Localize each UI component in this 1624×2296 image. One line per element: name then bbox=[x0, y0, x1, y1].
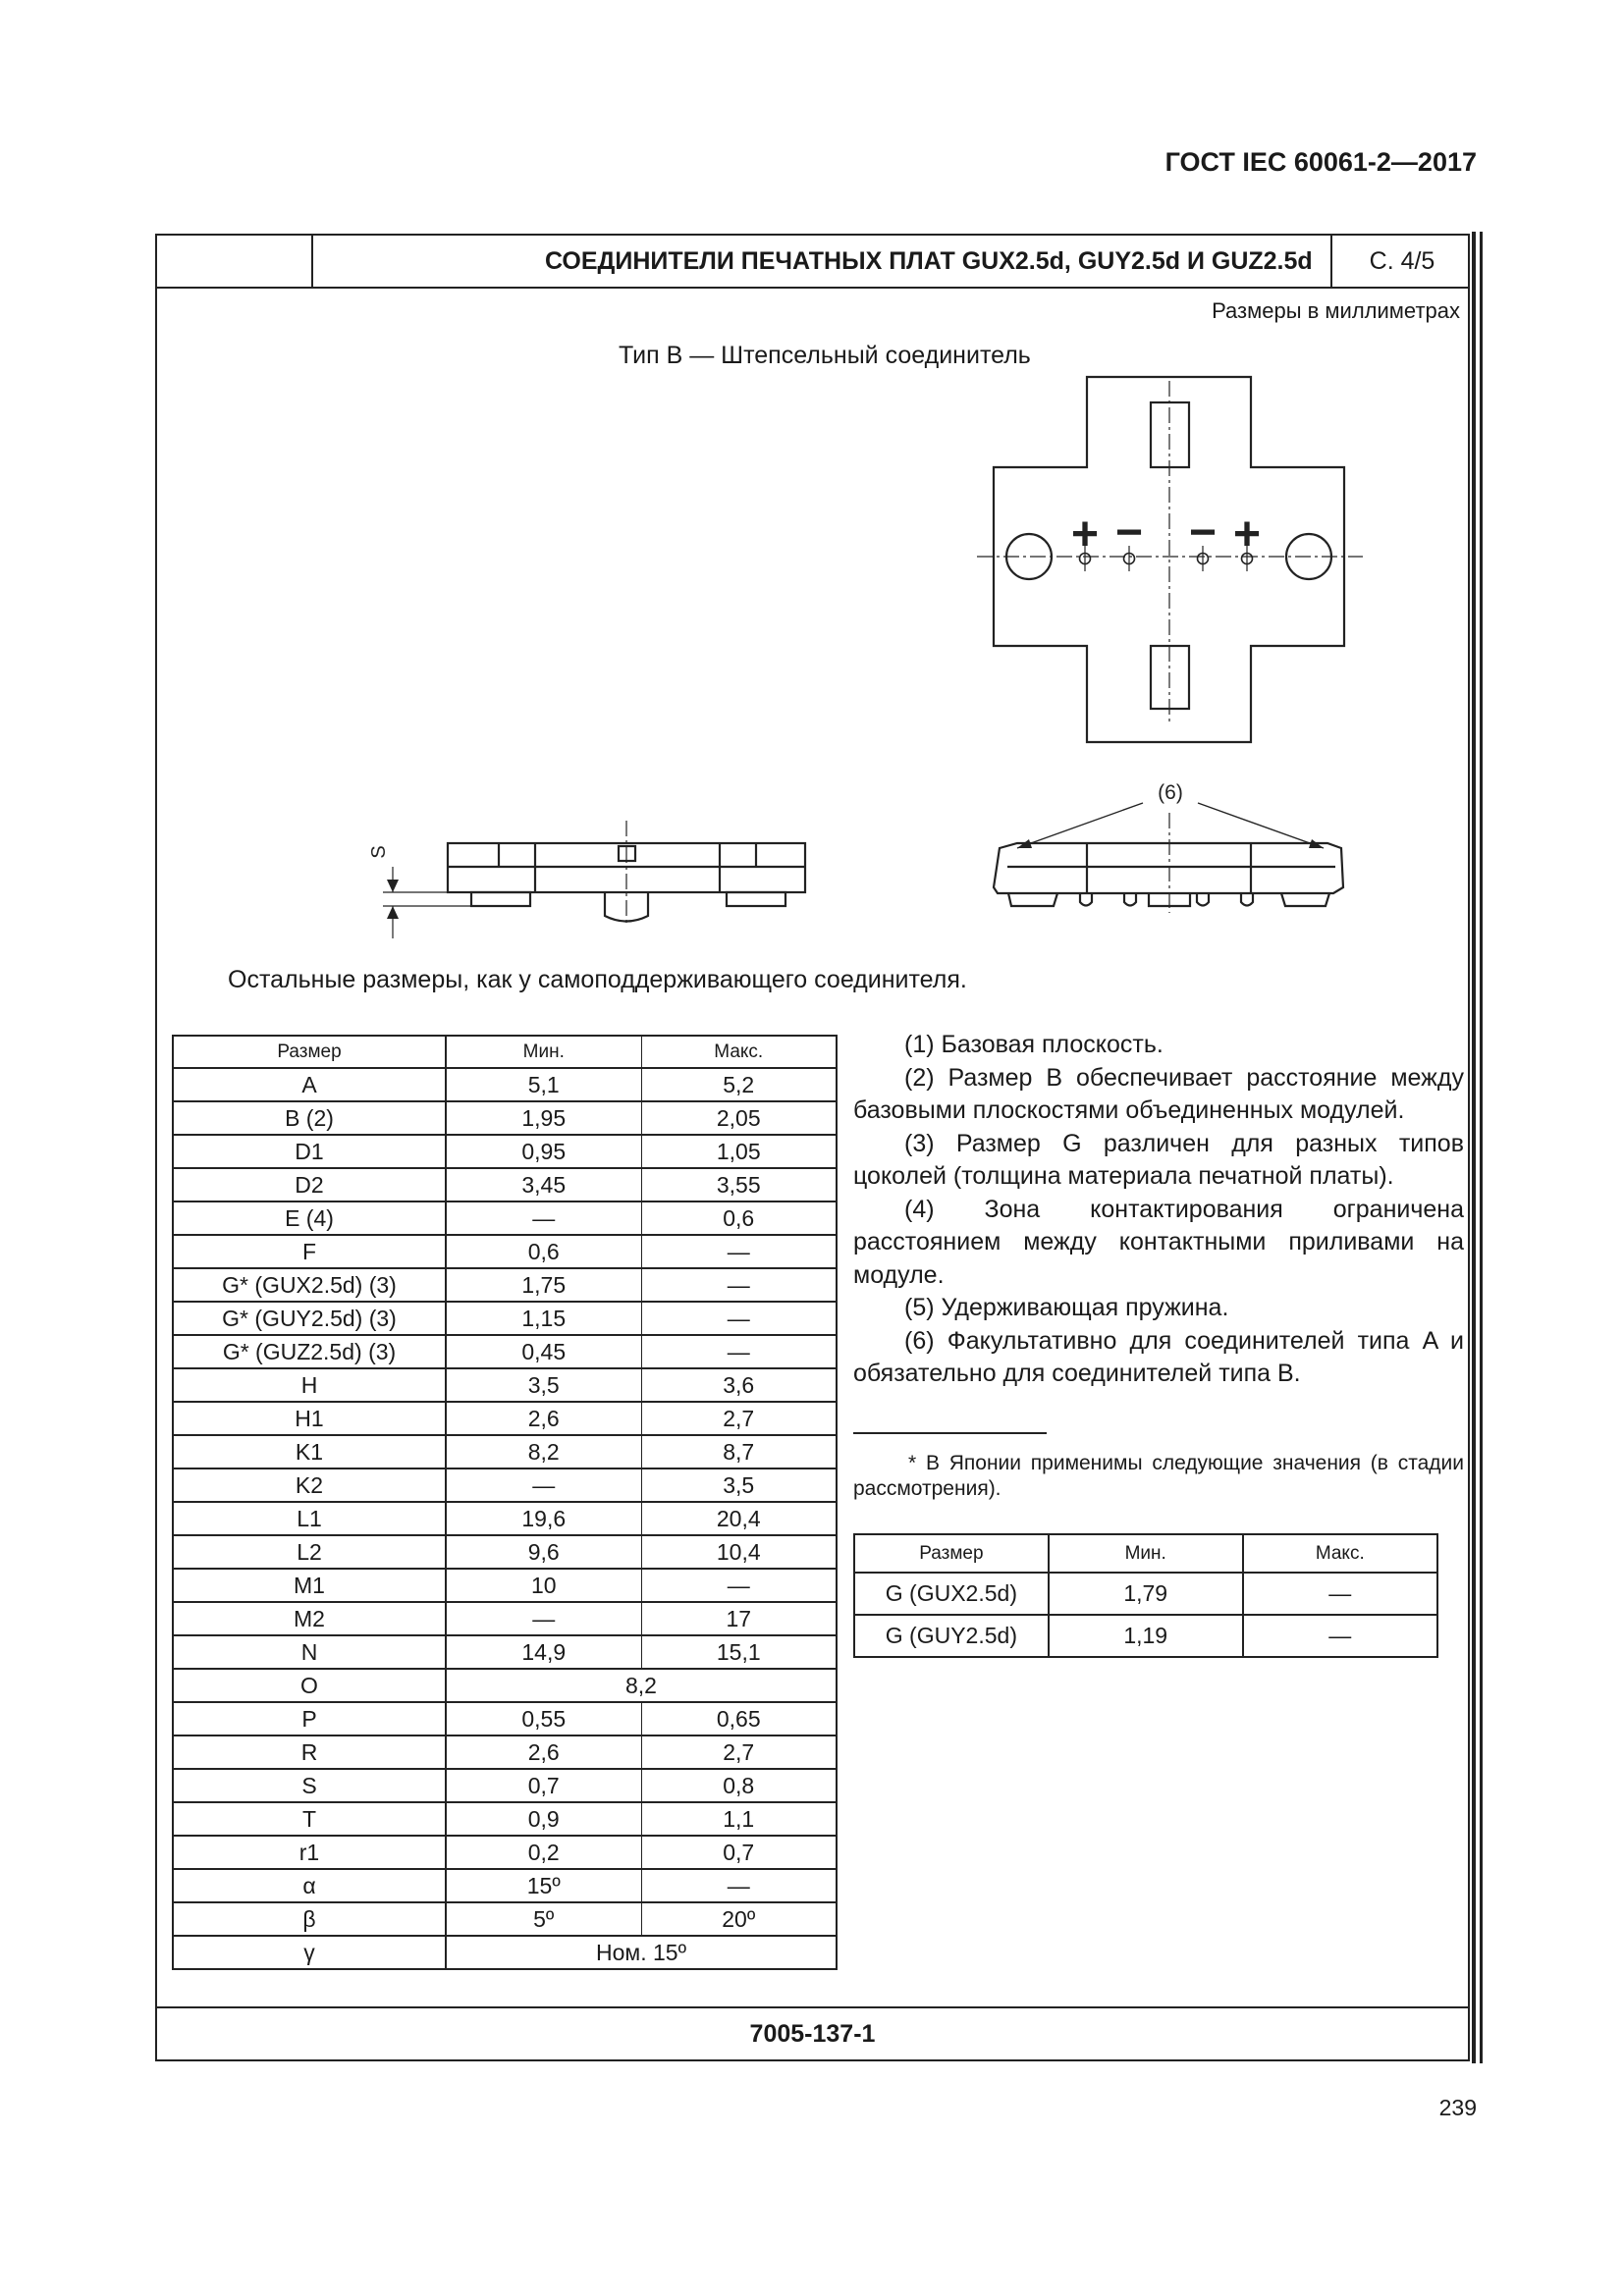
table-cell: B (2) bbox=[173, 1101, 446, 1135]
table-row bbox=[173, 1335, 837, 1368]
table-cell: G (GUX2.5d) bbox=[854, 1573, 1049, 1615]
table-row bbox=[173, 1268, 837, 1302]
table-cell: 3,55 bbox=[641, 1168, 837, 1201]
table-row bbox=[854, 1573, 1437, 1615]
table-row bbox=[173, 1235, 837, 1268]
column-header: Макс. bbox=[641, 1036, 837, 1068]
footnote-separator bbox=[853, 1432, 1047, 1434]
callout-6-label: (6) bbox=[1158, 781, 1183, 804]
table-cell: 8,2 bbox=[446, 1669, 837, 1702]
notes-block bbox=[853, 1029, 1464, 1391]
table-row bbox=[173, 1135, 837, 1168]
table-row bbox=[854, 1615, 1437, 1657]
table-cell: G* (GUX2.5d) (3) bbox=[173, 1268, 446, 1302]
table-cell: 19,6 bbox=[446, 1502, 641, 1535]
table-cell: 1,19 bbox=[1049, 1615, 1243, 1657]
table-row bbox=[173, 1735, 837, 1769]
table-row bbox=[173, 1101, 837, 1135]
table-row bbox=[173, 1168, 837, 1201]
table-cell: γ bbox=[173, 1936, 446, 1969]
table-cell: M2 bbox=[173, 1602, 446, 1635]
table-cell: 2,7 bbox=[641, 1402, 837, 1435]
column-header: Макс. bbox=[1243, 1534, 1437, 1573]
column-header: Размер bbox=[854, 1534, 1049, 1573]
footnote bbox=[853, 1451, 1464, 1502]
sheet-frame bbox=[155, 234, 1470, 2061]
table-cell: 15º bbox=[446, 1869, 641, 1902]
table-cell: Ном. 15º bbox=[446, 1936, 837, 1969]
table-cell: 0,6 bbox=[641, 1201, 837, 1235]
side-view-right bbox=[994, 843, 1343, 906]
connector-drawing bbox=[157, 236, 1468, 982]
table-cell: K2 bbox=[173, 1468, 446, 1502]
table-cell: 0,9 bbox=[446, 1802, 641, 1836]
table-cell: 0,45 bbox=[446, 1335, 641, 1368]
note-item: (2) Размер B обеспечивает расстояние между базовыми плоскостями объединенных модулей. bbox=[853, 1063, 1464, 1124]
plus-sign: + bbox=[1070, 508, 1100, 561]
footnote-text: * В Японии применимы следующие значения (в стадии рассмотрения). bbox=[853, 1452, 1464, 1500]
table-row bbox=[173, 1402, 837, 1435]
table-row bbox=[173, 1902, 837, 1936]
note-item: (3) Размер G различен для разных типов цоколей (толщина материала печатной платы). bbox=[853, 1129, 1464, 1190]
column-header: Мин. bbox=[446, 1036, 641, 1068]
type-caption: Тип B — Штепсельный соединитель bbox=[619, 342, 1031, 369]
table-cell: G* (GUZ2.5d) (3) bbox=[173, 1335, 446, 1368]
table-cell: G (GUY2.5d) bbox=[854, 1615, 1049, 1657]
table-cell: D2 bbox=[173, 1168, 446, 1201]
table-cell: H1 bbox=[173, 1402, 446, 1435]
table-cell: 5º bbox=[446, 1902, 641, 1936]
table-header-row bbox=[854, 1534, 1437, 1573]
table-cell: A bbox=[173, 1068, 446, 1101]
frame-rail bbox=[1472, 232, 1476, 2063]
table-row bbox=[173, 1201, 837, 1235]
table-cell: 5,1 bbox=[446, 1068, 641, 1101]
table-row bbox=[173, 1769, 837, 1802]
table-cell: β bbox=[173, 1902, 446, 1936]
table-cell: 1,95 bbox=[446, 1101, 641, 1135]
table-row bbox=[173, 1602, 837, 1635]
table-row bbox=[173, 1435, 837, 1468]
table-cell: N bbox=[173, 1635, 446, 1669]
table-row bbox=[173, 1702, 837, 1735]
table-cell: 10,4 bbox=[641, 1535, 837, 1569]
table-cell: G* (GUY2.5d) (3) bbox=[173, 1302, 446, 1335]
table-header-row bbox=[173, 1036, 837, 1068]
dimensions-note: Размеры в миллиметрах bbox=[1212, 298, 1460, 323]
table-cell: M1 bbox=[173, 1569, 446, 1602]
table-row bbox=[173, 1635, 837, 1669]
table-cell: E (4) bbox=[173, 1201, 446, 1235]
table-cell: 8,7 bbox=[641, 1435, 837, 1468]
table-row bbox=[173, 1936, 837, 1969]
table-row bbox=[173, 1468, 837, 1502]
sheet-page-ref: С. 4/5 bbox=[1330, 236, 1472, 287]
sheet-title: СОЕДИНИТЕЛИ ПЕЧАТНЫХ ПЛАТ GUX2.5d, GUY2.5d И GUZ2.5d bbox=[545, 247, 1313, 275]
table-cell: 3,45 bbox=[446, 1168, 641, 1201]
table-cell: 1,1 bbox=[641, 1802, 837, 1836]
plus-sign: + bbox=[1232, 508, 1262, 561]
table-cell: 2,6 bbox=[446, 1735, 641, 1769]
table-cell: — bbox=[446, 1602, 641, 1635]
table-row bbox=[173, 1302, 837, 1335]
table-cell: R bbox=[173, 1735, 446, 1769]
table-cell: 1,79 bbox=[1049, 1573, 1243, 1615]
table-cell: H bbox=[173, 1368, 446, 1402]
table-cell: 0,55 bbox=[446, 1702, 641, 1735]
sheet-footer: 7005-137-1 bbox=[157, 2006, 1468, 2059]
table-cell: 0,65 bbox=[641, 1702, 837, 1735]
table-cell: P bbox=[173, 1702, 446, 1735]
table-cell: 3,5 bbox=[641, 1468, 837, 1502]
table-cell: S bbox=[173, 1769, 446, 1802]
table-cell: 20,4 bbox=[641, 1502, 837, 1535]
table-cell: 3,6 bbox=[641, 1368, 837, 1402]
table-row bbox=[173, 1535, 837, 1569]
minus-sign: − bbox=[1188, 507, 1218, 559]
table-cell: — bbox=[641, 1302, 837, 1335]
table-cell: — bbox=[641, 1869, 837, 1902]
table-cell: — bbox=[641, 1569, 837, 1602]
table-cell: — bbox=[1243, 1615, 1437, 1657]
table-cell: — bbox=[641, 1335, 837, 1368]
table-cell: 2,6 bbox=[446, 1402, 641, 1435]
table-row bbox=[173, 1669, 837, 1702]
note-item: (5) Удерживающая пружина. bbox=[904, 1294, 1229, 1321]
table-cell: T bbox=[173, 1802, 446, 1836]
table-cell: r1 bbox=[173, 1836, 446, 1869]
table-cell: 17 bbox=[641, 1602, 837, 1635]
table-cell: 1,05 bbox=[641, 1135, 837, 1168]
table-row bbox=[173, 1569, 837, 1602]
table-cell: — bbox=[1243, 1573, 1437, 1615]
table-cell: 10 bbox=[446, 1569, 641, 1602]
table-cell: — bbox=[641, 1268, 837, 1302]
table-cell: 1,75 bbox=[446, 1268, 641, 1302]
japan-values-table bbox=[853, 1533, 1438, 1658]
table-row bbox=[173, 1502, 837, 1535]
dimensions-table bbox=[172, 1035, 838, 1970]
note-item: (6) Факультативно для соединителей типа A и обязательно для соединителей типа B. bbox=[853, 1326, 1464, 1387]
table-cell: 1,15 bbox=[446, 1302, 641, 1335]
document-code: ГОСТ IEC 60061-2—2017 bbox=[1164, 147, 1477, 177]
column-header: Мин. bbox=[1049, 1534, 1243, 1573]
dimension-s-label: S bbox=[368, 845, 390, 859]
note-item: (1) Базовая плоскость. bbox=[904, 1031, 1164, 1058]
table-cell: 0,7 bbox=[446, 1769, 641, 1802]
note-item: (4) Зона контактирования ограничена расстоянием между контактными приливами на модуле. bbox=[853, 1195, 1464, 1289]
table-cell: 0,6 bbox=[446, 1235, 641, 1268]
table-cell: 0,2 bbox=[446, 1836, 641, 1869]
table-cell: 0,7 bbox=[641, 1836, 837, 1869]
table-cell: — bbox=[446, 1468, 641, 1502]
table-cell: F bbox=[173, 1235, 446, 1268]
table-cell: α bbox=[173, 1869, 446, 1902]
table-cell: D1 bbox=[173, 1135, 446, 1168]
table-cell: — bbox=[641, 1235, 837, 1268]
table-row bbox=[173, 1836, 837, 1869]
minus-sign: − bbox=[1114, 507, 1144, 559]
table-cell: 2,05 bbox=[641, 1101, 837, 1135]
table-cell: 0,95 bbox=[446, 1135, 641, 1168]
table-cell: 20º bbox=[641, 1902, 837, 1936]
table-row bbox=[173, 1068, 837, 1101]
table-cell: K1 bbox=[173, 1435, 446, 1468]
table-cell: O bbox=[173, 1669, 446, 1702]
table-cell: 2,7 bbox=[641, 1735, 837, 1769]
page-number: 239 bbox=[1438, 2095, 1477, 2120]
table-row bbox=[173, 1802, 837, 1836]
table-cell: 0,8 bbox=[641, 1769, 837, 1802]
table-cell: 5,2 bbox=[641, 1068, 837, 1101]
frame-rail bbox=[1480, 232, 1483, 2063]
column-header: Размер bbox=[173, 1036, 446, 1068]
other-dimensions-note: Остальные размеры, как у самоподдерживающего соединителя. bbox=[228, 966, 967, 993]
table-cell: 14,9 bbox=[446, 1635, 641, 1669]
table-cell: L2 bbox=[173, 1535, 446, 1569]
table-cell: 15,1 bbox=[641, 1635, 837, 1669]
table-cell: L1 bbox=[173, 1502, 446, 1535]
table-cell: 8,2 bbox=[446, 1435, 641, 1468]
table-cell: — bbox=[446, 1201, 641, 1235]
table-row bbox=[173, 1368, 837, 1402]
table-cell: 3,5 bbox=[446, 1368, 641, 1402]
table-row bbox=[173, 1869, 837, 1902]
table-cell: 9,6 bbox=[446, 1535, 641, 1569]
